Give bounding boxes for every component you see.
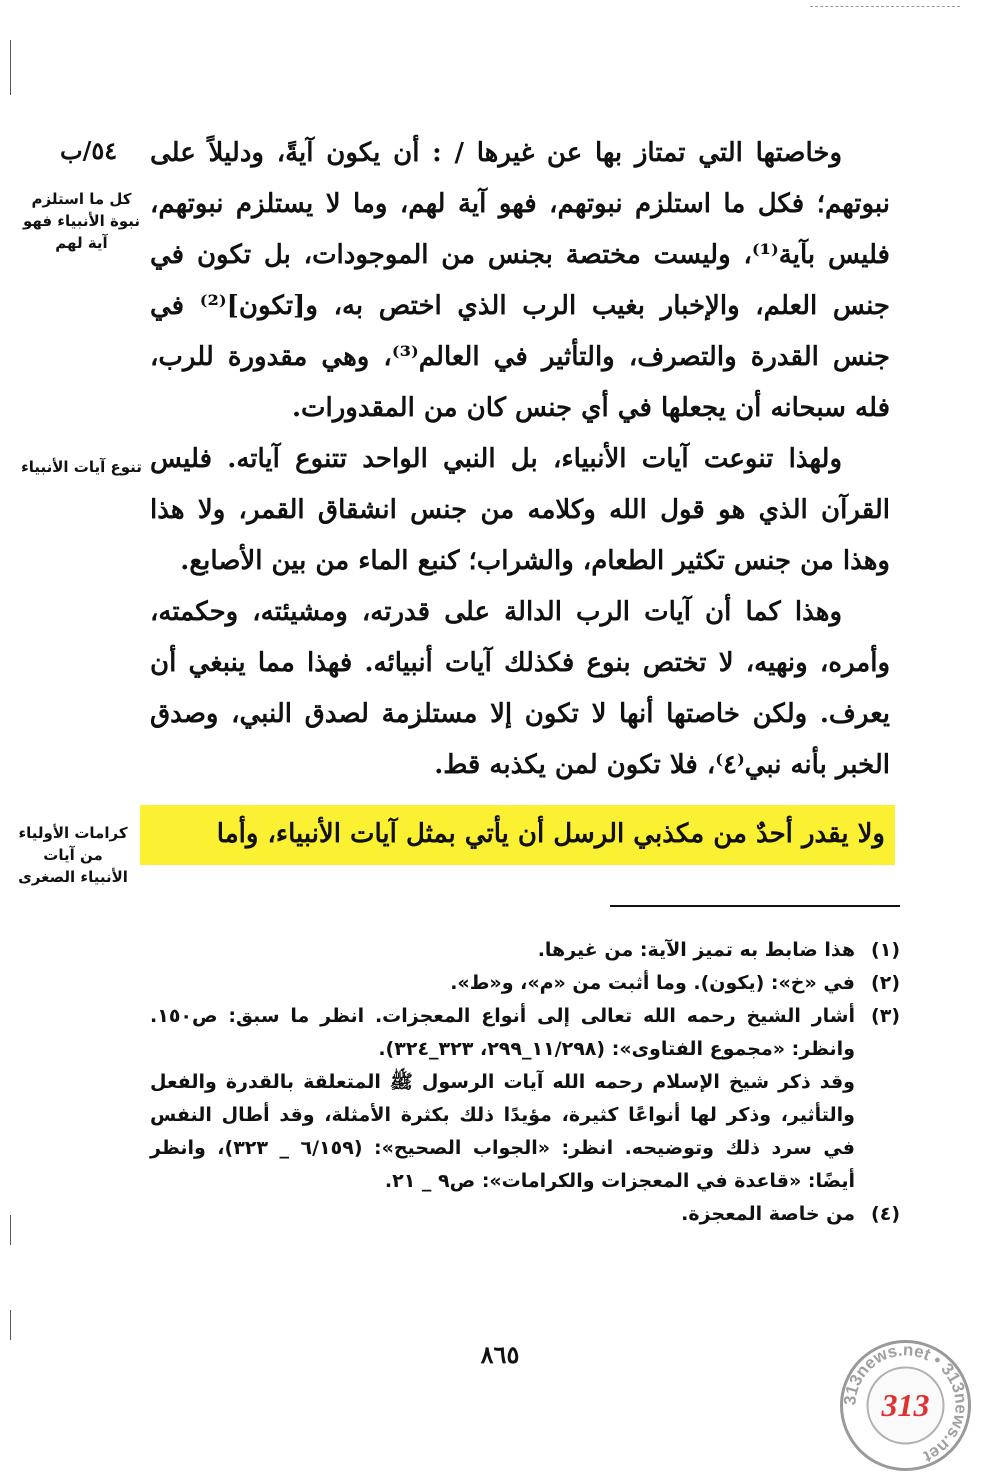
footnote bbox=[150, 1000, 900, 1066]
footnote-separator bbox=[610, 905, 900, 907]
page-number: ٨٦٥ bbox=[480, 1340, 520, 1369]
footnote bbox=[150, 1198, 900, 1231]
margin-note-prophethood: كل ما استلزم نبوة الأنبياء فهو آية لهم bbox=[22, 190, 141, 252]
folio-mark: ٥٤/ب bbox=[60, 136, 118, 165]
margin-note-variety-of-signs: تنوع آيات الأنبياء bbox=[21, 458, 142, 476]
stamp-number: 313 bbox=[881, 1387, 930, 1423]
scan-edge-mark bbox=[10, 1310, 11, 1340]
footnote-number: (٣) bbox=[871, 1005, 900, 1027]
footnotes bbox=[150, 934, 900, 1231]
footnote-number bbox=[855, 1066, 900, 1198]
highlighted-line bbox=[140, 805, 895, 865]
footnote-continuation bbox=[150, 1066, 900, 1198]
scan-edge-mark bbox=[10, 1215, 11, 1245]
margin-note-karamat: كرامات الأولياء من آيات الأنبياء الصغرى bbox=[18, 824, 128, 886]
watermark-stamp-icon bbox=[838, 1338, 973, 1473]
stamp-ring-text: 313news.net • 313news.net bbox=[840, 1340, 971, 1467]
paragraph: وهذا كما أن آيات الرب الدالة على قدرته، ومشيئته، وحكمته، وأمره، ونهيه، لا تختص بنوع فكذلك آيات أنبيائه. فهذا مما ينبغي أن يعرف. ولكن خاصتها أنها لا تكون إلا مستلزمة لصدق النبي، وصدق الخبر بأنه نبي⁽٤⁾، فلا تكون لمن يكذبه قط. bbox=[150, 597, 890, 780]
footnote-text: وقد ذكر شيخ الإسلام رحمه الله آيات الرسول ﷺ المتعلقة بالقدرة والفعل والتأثير، وذكر لها أنواعًا كثيرة، مؤيدًا ذلك بكثرة الأمثلة، وقد أطال النفس في سرد ذلك وتوضيحه. انظر: «الجواب الصحيح»: (٦/١٥٩ _ ٣٢٣)، وانظر أيضًا: «قاعدة في المعجزات والكرامات»: ص٩ _ ٢١. bbox=[150, 1071, 855, 1192]
footnote-text: من خاصة المعجزة. bbox=[681, 1203, 855, 1225]
footnote-text: في «خ»: (يكون). وما أثبت من «م»، و«ط». bbox=[450, 972, 855, 994]
top-dashed-rule bbox=[810, 6, 960, 7]
footnote-number: (١) bbox=[871, 939, 900, 961]
footnote bbox=[150, 967, 900, 1000]
footnote-number: (٤) bbox=[871, 1203, 900, 1225]
scan-edge-mark bbox=[10, 40, 11, 95]
main-text bbox=[150, 128, 890, 791]
paragraph: ولهذا تنوعت آيات الأنبياء، بل النبي الواحد تتنوع آياته. فليس القرآن الذي هو قول الله وكلامه من جنس انشقاق القمر، ولا هذا وهذا من جنس تكثير الطعام، والشراب؛ كنبع الماء من بين الأصابع. bbox=[150, 444, 890, 576]
footnote-text: أشار الشيخ رحمه الله تعالى إلى أنواع المعجزات. انظر ما سبق: ص١٥٠. وانظر: «مجموع الفتاوى»: (١١/٢٩٨_٢٩٩، ٣٢٣_٣٢٤). bbox=[150, 1005, 855, 1060]
highlighted-text: ولا يقدر أحدٌ من مكذبي الرسل أن يأتي بمثل آيات الأنبياء، وأما bbox=[216, 819, 885, 849]
footnote bbox=[150, 934, 900, 967]
footnote-number: (٢) bbox=[871, 972, 900, 994]
paragraph: وخاصتها التي تمتاز بها عن غيرها / : أن يكون آيةً، ودليلاً على نبوتهم؛ فكل ما استلزم نبوتهم، فهو آية لهم، وما لا يستلزم نبوتهم، فليس بآية⁽¹⁾، وليست مختصة بجنس من الموجودات، بل تكون في جنس العلم، والإخبار بغيب الرب الذي اختص به، و[تكون]⁽²⁾ في جنس القدرة والتصرف، والتأثير في العالم⁽³⁾، وهي مقدورة للرب، فله سبحانه أن يجعلها في أي جنس كان من المقدورات. bbox=[150, 138, 890, 423]
footnote-text: هذا ضابط به تميز الآية: من غيرها. bbox=[537, 939, 855, 961]
